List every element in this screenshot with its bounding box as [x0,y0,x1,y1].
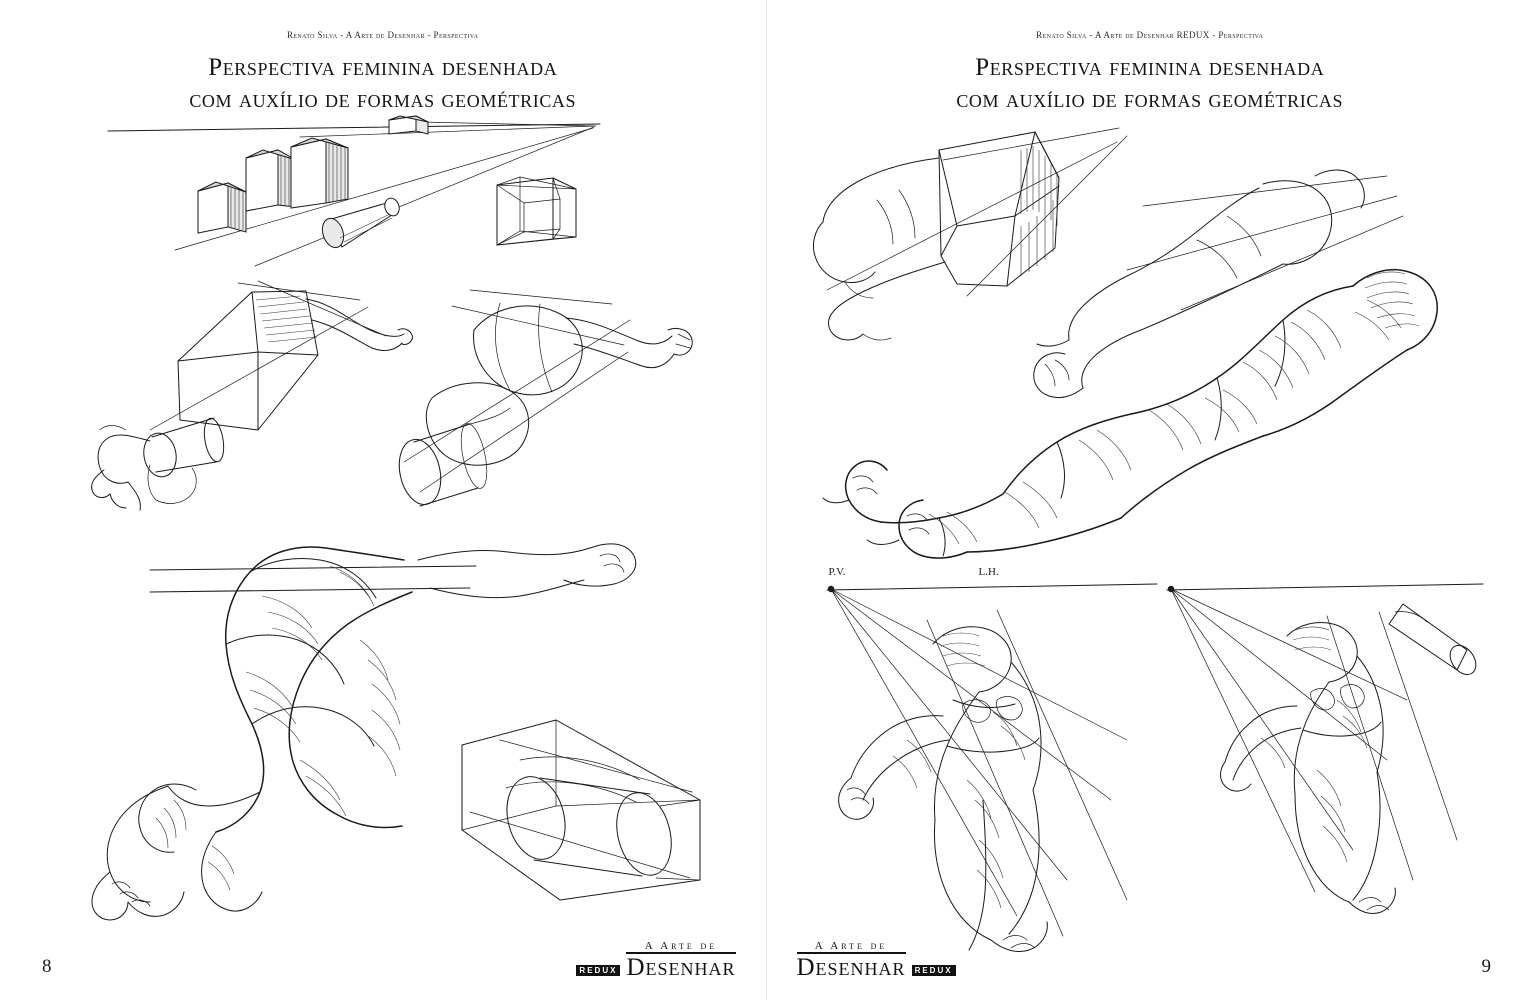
folio-right: 9 [1481,956,1491,977]
figure-geometric-primitives-row [108,116,600,266]
vanishing-point-label: P.V. [828,566,846,578]
redux-badge-right: REDUX [912,965,956,976]
page-title-right [767,52,1533,116]
figure-cylinder-in-box-detail [462,720,700,900]
publisher-logo-right [797,941,956,980]
page-title-left-line2: com auxílio de formas geométricas [189,86,577,113]
figure-box-construction-torso [92,281,413,510]
figure-faceted-leg-block-study [813,128,1127,340]
logo-wordmark-right [797,941,906,980]
folio-left: 8 [42,956,52,977]
perspective-construction [827,584,1483,936]
logo-small-right: A Arte de [814,940,888,952]
page-title-right-line2: com auxílio de formas geométricas [956,86,1344,113]
figure-perspective-grid-figure-right [1220,604,1481,914]
logo-wordmark-left [626,941,735,980]
page-title-left [0,52,766,116]
redux-badge-left: REDUX [576,965,620,976]
figure-cylinder-construction-figure [394,290,693,508]
logo-small-left: A Arte de [644,940,718,952]
vanishing-point-dot [827,586,833,592]
cone-shape [1389,604,1481,679]
figure-perspective-grid-figure-left [838,627,1047,952]
logo-big-right: Desenhar [796,954,906,981]
running-head-right: Renato Silva - A Arte de Desenhar REDUX - Perspectiva [1036,30,1264,40]
right-page-artwork [767,0,1533,1000]
figure-shaded-reclining-nude [823,270,1437,558]
page-title-right-line1: Perspectiva feminina desenhada [975,54,1325,81]
logo-big-left: Desenhar [626,954,736,981]
figure-finished-reclining-figure [92,544,636,920]
publisher-logo-left [576,941,735,980]
horizon-line-label: L.H. [978,566,999,578]
vanishing-point-dot-2 [1167,586,1173,592]
right-page [767,0,1533,1000]
page-title-left-line1: Perspectiva feminina desenhada [208,54,558,81]
running-head-left: Renato Silva - A Arte de Desenhar - Perspectiva [286,30,479,40]
figure-leg-contour-study [1033,170,1402,398]
left-page-artwork [0,0,766,1000]
